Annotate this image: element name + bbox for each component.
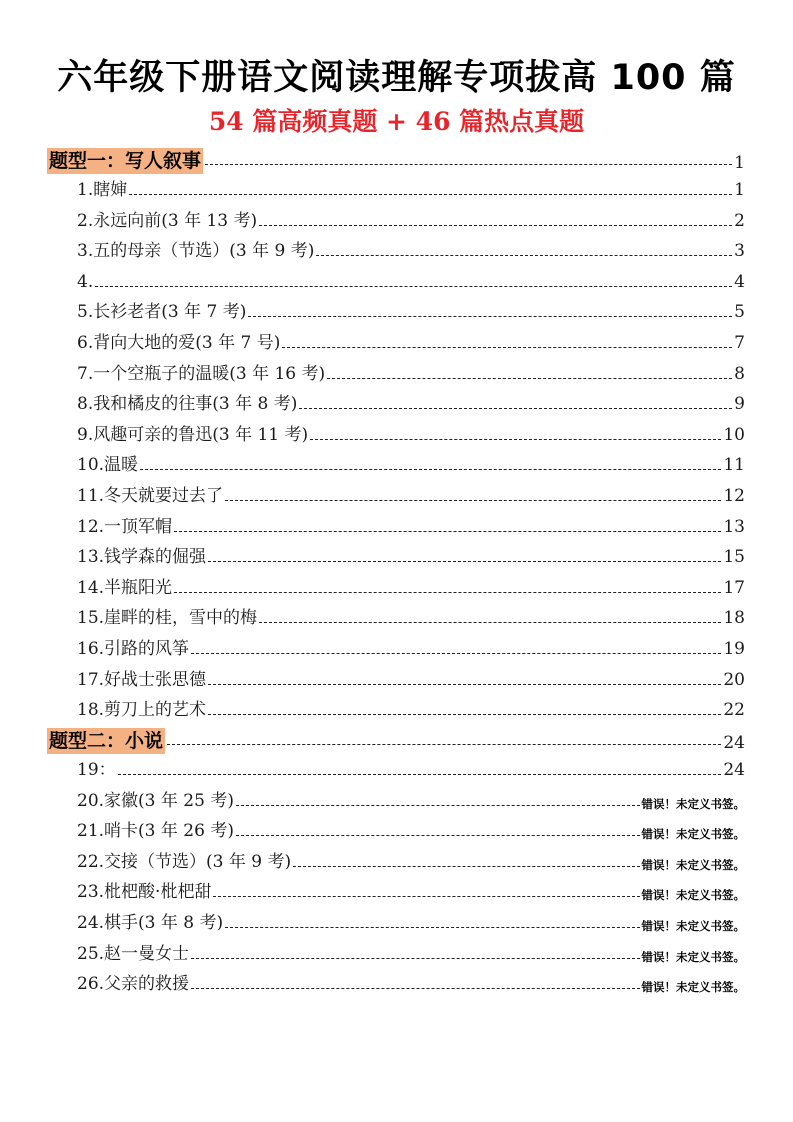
- page-number: 10: [723, 424, 745, 445]
- toc-entry-row[interactable]: [77, 513, 745, 539]
- dot-leader: [213, 896, 639, 897]
- toc-entry-row[interactable]: [77, 237, 745, 263]
- toc-entry-row[interactable]: [77, 970, 745, 996]
- dot-leader: [208, 714, 721, 715]
- page-number: 3: [734, 241, 745, 262]
- toc-entry-row[interactable]: [77, 817, 745, 843]
- dot-leader: [140, 469, 721, 470]
- toc-entry-row[interactable]: [77, 848, 745, 874]
- dot-leader: [225, 500, 721, 501]
- dot-leader: [299, 408, 732, 409]
- toc-entry-row[interactable]: [77, 268, 745, 294]
- page-number: 13: [723, 516, 745, 537]
- page-number: 19: [723, 639, 745, 659]
- toc-entry-row[interactable]: [77, 360, 745, 386]
- toc-entry-label: 16.引路的风筝: [77, 639, 190, 659]
- dot-leader: [310, 439, 721, 440]
- section-heading-row[interactable]: [47, 146, 745, 174]
- page-number: 1: [734, 153, 745, 173]
- dot-leader: [327, 378, 732, 379]
- page-number: 20: [723, 669, 745, 690]
- section-heading-row[interactable]: [47, 726, 745, 754]
- page-number: 18: [723, 608, 745, 629]
- page-number: 错误！未定义书签。: [641, 888, 745, 903]
- dot-leader: [191, 988, 639, 989]
- page-number: 错误！未定义书签。: [641, 949, 745, 964]
- toc-entry-label: 2.永远向前(3 年 13 考): [77, 210, 258, 231]
- page-number: 7: [734, 333, 745, 353]
- page-number: 17: [723, 577, 745, 598]
- toc-entry-row[interactable]: [77, 207, 745, 233]
- page-number: 错误！未定义书签。: [641, 857, 745, 872]
- toc-entry-row[interactable]: [77, 390, 745, 416]
- toc-entry-label: 9.风趣可亲的鲁迅(3 年 11 考): [77, 424, 309, 445]
- dot-leader: [167, 744, 721, 745]
- toc-entry-row[interactable]: [77, 635, 745, 661]
- toc-entry-label: 8.我和橘皮的往事(3 年 8 考): [77, 394, 298, 415]
- toc-entry-row[interactable]: [77, 909, 745, 935]
- toc-entry-row[interactable]: [77, 787, 745, 813]
- dot-leader: [236, 805, 640, 806]
- page-number: 15: [723, 547, 745, 568]
- dot-leader: [205, 164, 732, 165]
- toc-entry-label: 17.好战士张思德: [77, 669, 207, 690]
- page-number: 12: [723, 486, 745, 506]
- dot-leader: [191, 958, 639, 959]
- page-number: 2: [734, 210, 745, 231]
- toc-entry-row[interactable]: [77, 878, 745, 904]
- toc-entry-label: 20.家徽(3 年 25 考): [77, 790, 234, 811]
- toc-entry-row[interactable]: [77, 482, 745, 508]
- page-number: 22: [723, 700, 745, 721]
- toc-entry-label: 21.哨卡(3 年 26 考): [77, 821, 234, 842]
- toc-entry-label: 25.赵一曼女士: [77, 943, 190, 964]
- section-heading-label: 题型一：写人叙事: [49, 150, 202, 172]
- toc-entry-label: 12.一顶军帽: [77, 516, 173, 537]
- toc-entry-label: 1.瞎婶: [77, 180, 128, 200]
- page-subtitle: 54 篇高频真题 + 46 篇热点真题: [208, 107, 585, 136]
- dot-leader: [174, 592, 721, 593]
- dot-leader: [236, 835, 640, 836]
- page-number: 1: [734, 180, 745, 200]
- dot-leader: [174, 531, 721, 532]
- page-number: 错误！未定义书签。: [641, 796, 745, 811]
- toc-entry-label: 18.剪刀上的艺术: [77, 700, 207, 721]
- toc-entry-label: 26.父亲的救援: [77, 974, 190, 995]
- dot-leader: [282, 347, 732, 348]
- toc-entry-label: 13.钱学森的倔强: [77, 547, 207, 568]
- page-number: 11: [723, 455, 745, 476]
- toc-entry-row[interactable]: [77, 756, 745, 782]
- dot-leader: [118, 774, 722, 775]
- toc-entry-label: 23.枇杷酸·枇杷甜: [77, 882, 212, 903]
- toc-entry-row[interactable]: [77, 421, 745, 447]
- toc-entry-row[interactable]: [77, 298, 745, 324]
- dot-leader: [293, 866, 639, 867]
- toc-entry-label: 7.一个空瓶子的温暖(3 年 16 考): [77, 363, 326, 384]
- toc-entry-row[interactable]: [77, 604, 745, 630]
- page-number: 24: [723, 760, 745, 780]
- page-number: 错误！未定义书签。: [641, 919, 745, 933]
- toc-entry-label: 11.冬天就要过去了: [77, 486, 224, 506]
- toc-entry-row[interactable]: [77, 696, 745, 722]
- page-number: 8: [734, 363, 745, 384]
- toc-entry-label: 24.棋手(3 年 8 考): [77, 913, 224, 933]
- dot-leader: [95, 286, 732, 287]
- toc-entry-row[interactable]: [77, 940, 745, 966]
- page-number: 24: [723, 733, 745, 753]
- page-number: 5: [734, 302, 745, 323]
- page-number: 错误！未定义书签。: [641, 980, 745, 995]
- toc-entry-row[interactable]: [77, 451, 745, 477]
- toc-entry-row[interactable]: [77, 543, 745, 569]
- toc-entry-row[interactable]: [77, 329, 745, 355]
- dot-leader: [259, 622, 721, 623]
- dot-leader: [129, 194, 732, 195]
- toc-entry-label: 15.崖畔的桂，雪中的梅: [77, 608, 258, 629]
- toc-entry-label: 10.温暖: [77, 455, 139, 476]
- toc-entry-row[interactable]: [77, 666, 745, 692]
- page-title: 六年级下册语文阅读理解专项拔高 100 篇: [57, 58, 736, 98]
- toc-entry-label: 22.交接（节选）(3 年 9 考): [77, 851, 292, 872]
- toc-entry-label: 14.半瓶阳光: [77, 577, 173, 598]
- section-heading-label: 题型二：小说: [49, 730, 164, 752]
- dot-leader: [225, 927, 639, 928]
- page-number: 9: [734, 394, 745, 415]
- toc-entry-row[interactable]: [77, 176, 745, 202]
- toc-entry-label: 19：: [77, 760, 116, 780]
- dot-leader: [248, 316, 732, 317]
- toc-entry-label: 6.背向大地的爱(3 年 7 号): [77, 333, 281, 353]
- dot-leader: [259, 225, 732, 226]
- dot-leader: [316, 255, 732, 256]
- toc-entry-label: 3.五的母亲（节选）(3 年 9 考): [77, 241, 315, 262]
- dot-leader: [191, 653, 721, 654]
- toc-entry-row[interactable]: [77, 574, 745, 600]
- page-number: 4: [734, 271, 745, 292]
- page-number: 错误！未定义书签。: [641, 827, 745, 842]
- toc-entry-label: 4.: [77, 271, 94, 292]
- dot-leader: [208, 684, 721, 685]
- toc-entry-label: 5.长衫老者(3 年 7 考): [77, 302, 247, 323]
- dot-leader: [208, 561, 721, 562]
